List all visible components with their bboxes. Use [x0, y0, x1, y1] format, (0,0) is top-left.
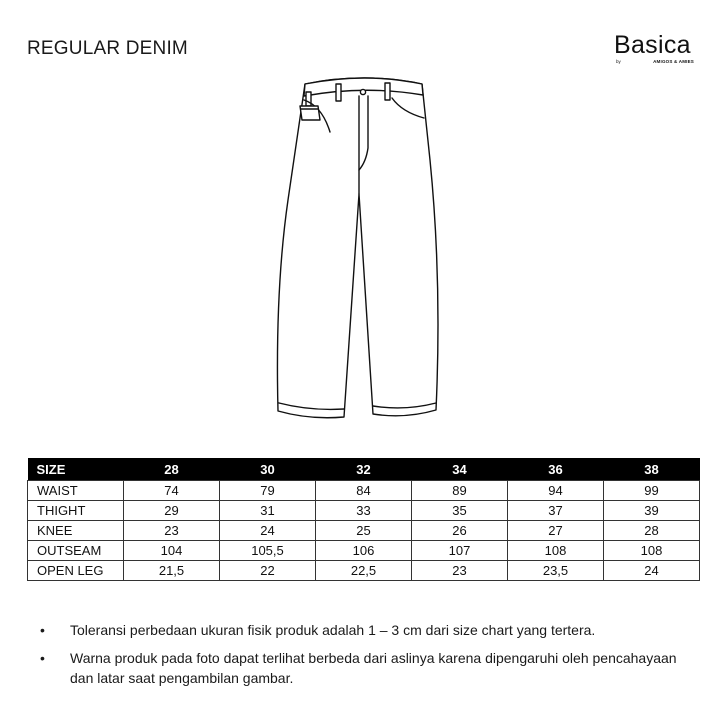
- bullet-icon: •: [40, 622, 45, 638]
- table-cell: 89: [412, 481, 508, 501]
- brand-subline: [614, 59, 700, 65]
- table-cell: 22: [220, 561, 316, 581]
- table-cell: 23: [412, 561, 508, 581]
- row-label: KNEE: [28, 521, 124, 541]
- row-label: OPEN LEG: [28, 561, 124, 581]
- table-header-row: [28, 458, 700, 481]
- table-row: [28, 541, 700, 561]
- row-label: THIGHT: [28, 501, 124, 521]
- table-cell: 29: [124, 501, 220, 521]
- list-item: [40, 620, 700, 640]
- table-cell: 24: [604, 561, 700, 581]
- brand-name: Basica: [614, 31, 691, 59]
- table-cell: 105,5: [220, 541, 316, 561]
- table-cell: 23: [124, 521, 220, 541]
- table-cell: 24: [220, 521, 316, 541]
- table-header-cell: 36: [508, 458, 604, 481]
- table-header-cell: 32: [316, 458, 412, 481]
- table-cell: 74: [124, 481, 220, 501]
- bullet-icon: •: [40, 650, 45, 666]
- table-cell: 79: [220, 481, 316, 501]
- table-cell: 84: [316, 481, 412, 501]
- row-label: WAIST: [28, 481, 124, 501]
- table-header-cell: 30: [220, 458, 316, 481]
- table-row: [28, 501, 700, 521]
- table-row: [28, 481, 700, 501]
- table-cell: 104: [124, 541, 220, 561]
- table-header-cell: 34: [412, 458, 508, 481]
- brand-tagline: AMIGOS & AMIES: [653, 59, 694, 64]
- table-row: [28, 521, 700, 541]
- table-cell: 27: [508, 521, 604, 541]
- note-text: Warna produk pada foto dapat terlihat berbeda dari aslinya karena dipengaruhi oleh pencahayaan dan latar saat pengambilan gambar.: [70, 650, 677, 686]
- table-cell: 107: [412, 541, 508, 561]
- notes-list: [40, 620, 700, 696]
- note-text: Toleransi perbedaan ukuran fisik produk adalah 1 – 3 cm dari size chart yang tertera.: [70, 622, 596, 638]
- brand-by: by: [616, 59, 621, 64]
- table-header-size: SIZE: [28, 458, 124, 481]
- list-item: [40, 648, 700, 688]
- table-cell: 94: [508, 481, 604, 501]
- table-cell: 108: [508, 541, 604, 561]
- table-cell: 21,5: [124, 561, 220, 581]
- page-title: REGULAR DENIM: [27, 38, 188, 59]
- table-cell: 108: [604, 541, 700, 561]
- table-cell: 33: [316, 501, 412, 521]
- table-cell: 26: [412, 521, 508, 541]
- table-cell: 31: [220, 501, 316, 521]
- table-cell: 106: [316, 541, 412, 561]
- table-header-cell: 38: [604, 458, 700, 481]
- table-cell: 28: [604, 521, 700, 541]
- jeans-flat-sketch-icon: [270, 70, 460, 430]
- brand-logo: [614, 32, 700, 65]
- table-cell: 22,5: [316, 561, 412, 581]
- table-header-cell: 28: [124, 458, 220, 481]
- table-cell: 37: [508, 501, 604, 521]
- table-row: [28, 561, 700, 581]
- table-cell: 23,5: [508, 561, 604, 581]
- row-label: OUTSEAM: [28, 541, 124, 561]
- size-chart-table: [27, 458, 700, 581]
- table-cell: 39: [604, 501, 700, 521]
- table-cell: 25: [316, 521, 412, 541]
- table-cell: 35: [412, 501, 508, 521]
- table-cell: 99: [604, 481, 700, 501]
